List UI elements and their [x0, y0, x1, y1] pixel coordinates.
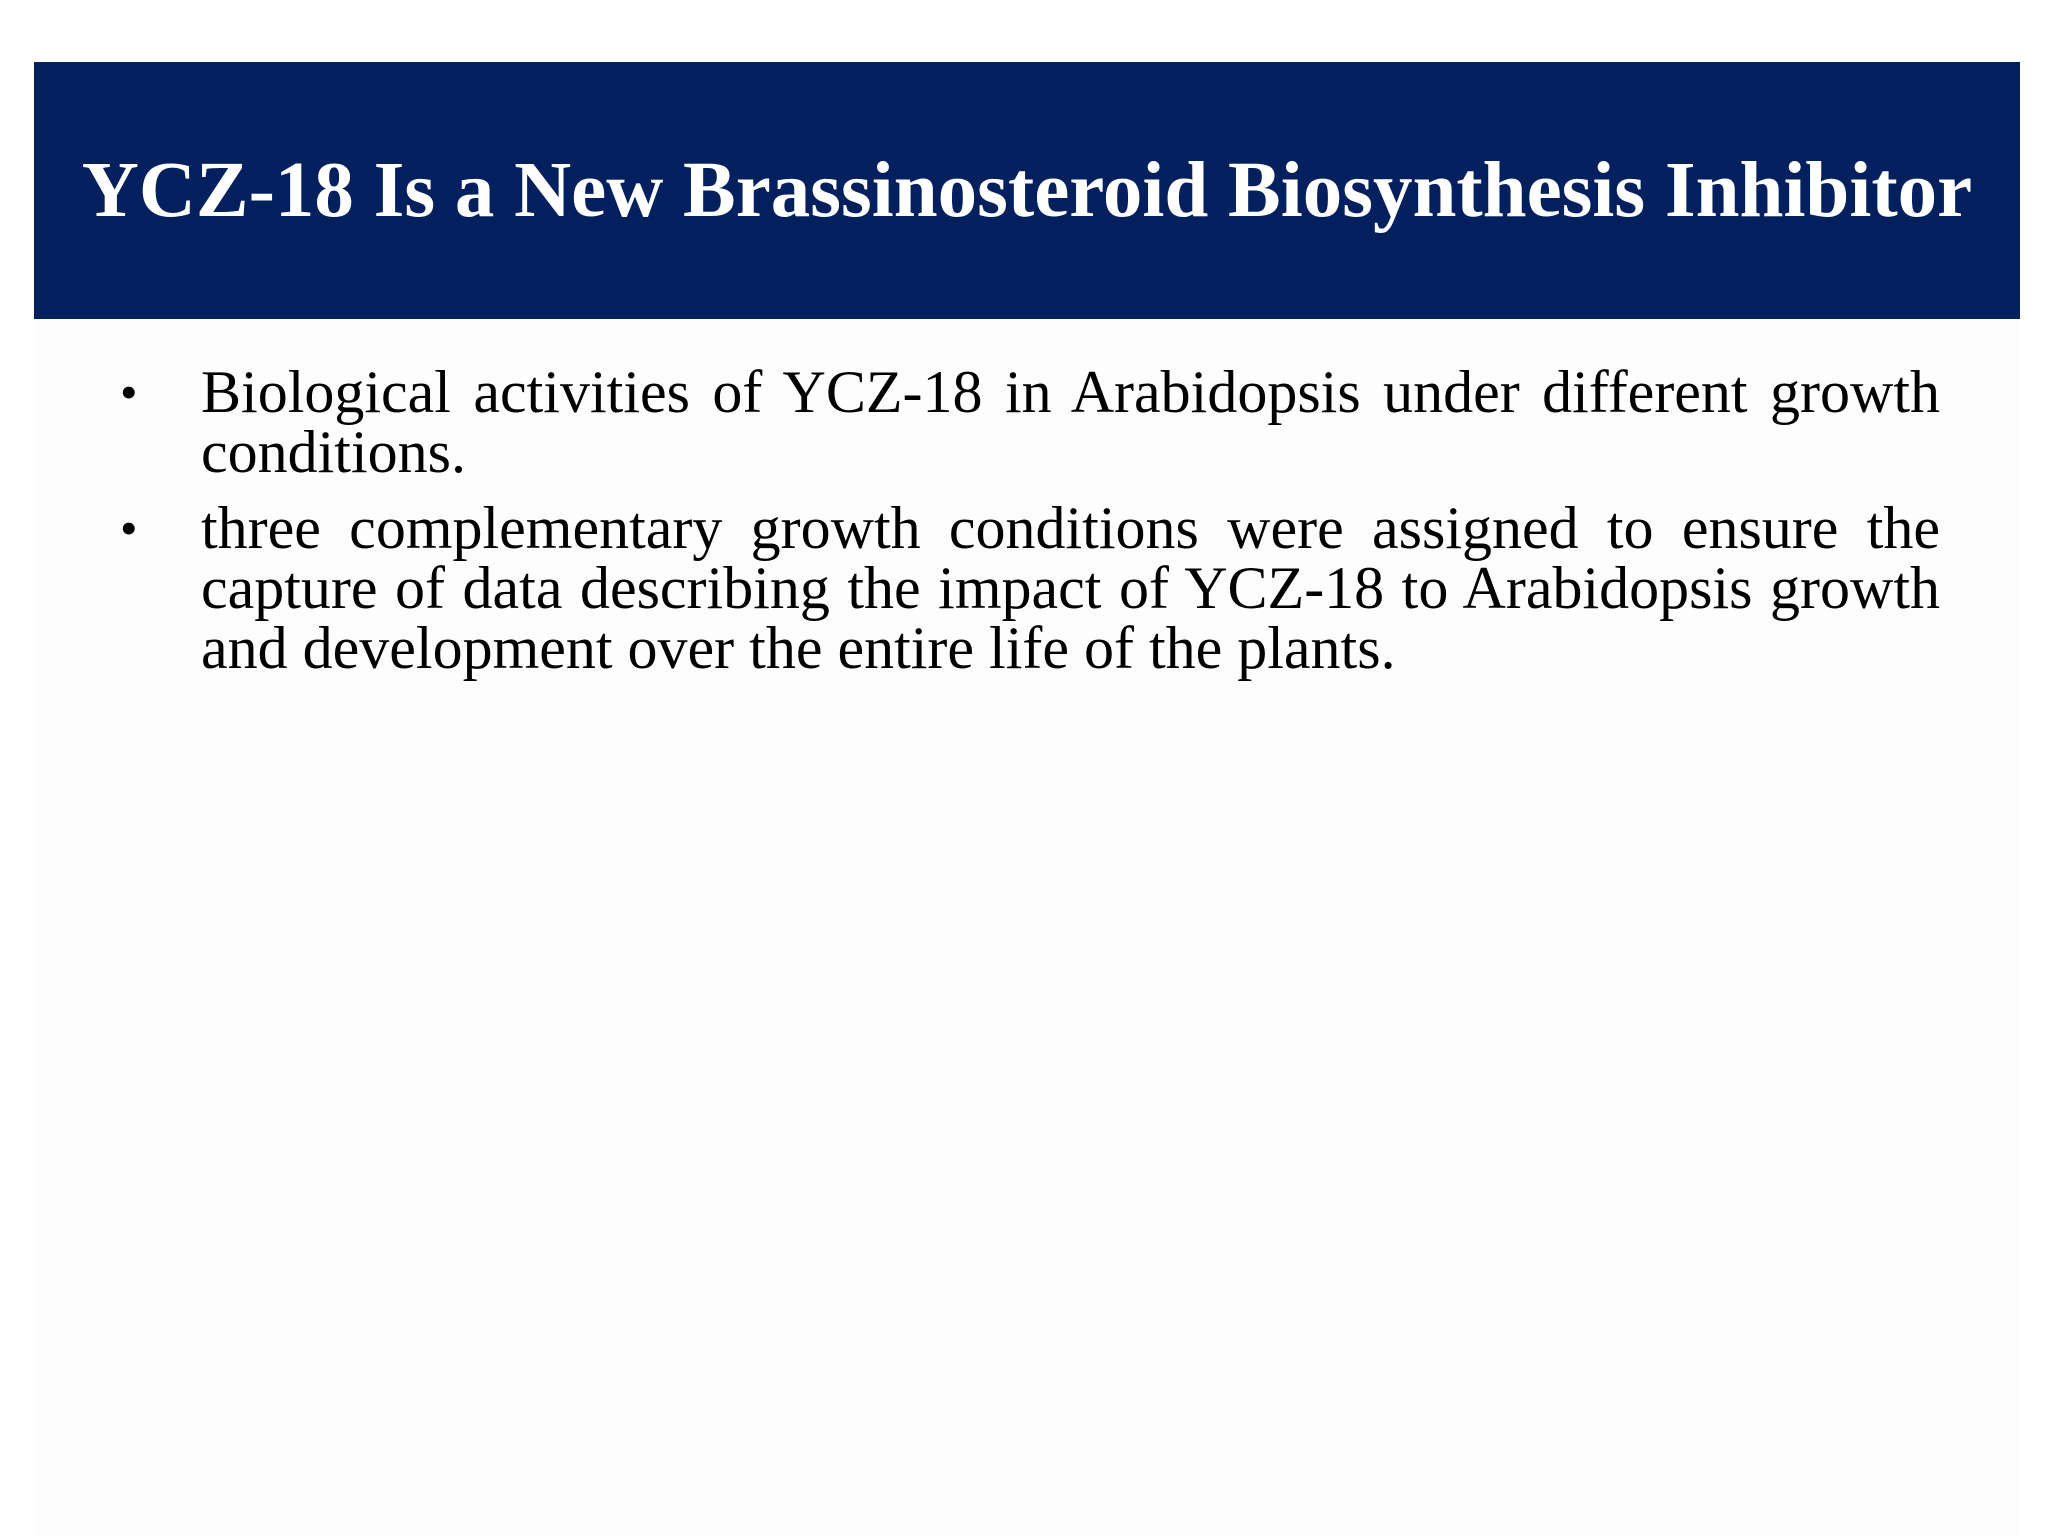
slide-title: YCZ-18 Is a New Brassinosteroid Biosynthesis Inhibitor — [81, 147, 1973, 234]
title-bar — [34, 62, 2020, 319]
bullet-dot-icon: • — [120, 364, 138, 420]
bullet-item — [120, 359, 1940, 485]
bullet-dot-icon: • — [120, 500, 138, 556]
bullet-list — [120, 359, 1940, 694]
bullet-text: three complementary growth conditions were assigned to ensure the capture of data describing the impact of YCZ-18 to Arabidopsis growth and development over the entire life of the plants. — [201, 495, 1940, 681]
bullet-item — [120, 495, 1940, 681]
bullet-text: Biological activities of YCZ-18 in Arabidopsis under different growth conditions. — [201, 359, 1940, 485]
